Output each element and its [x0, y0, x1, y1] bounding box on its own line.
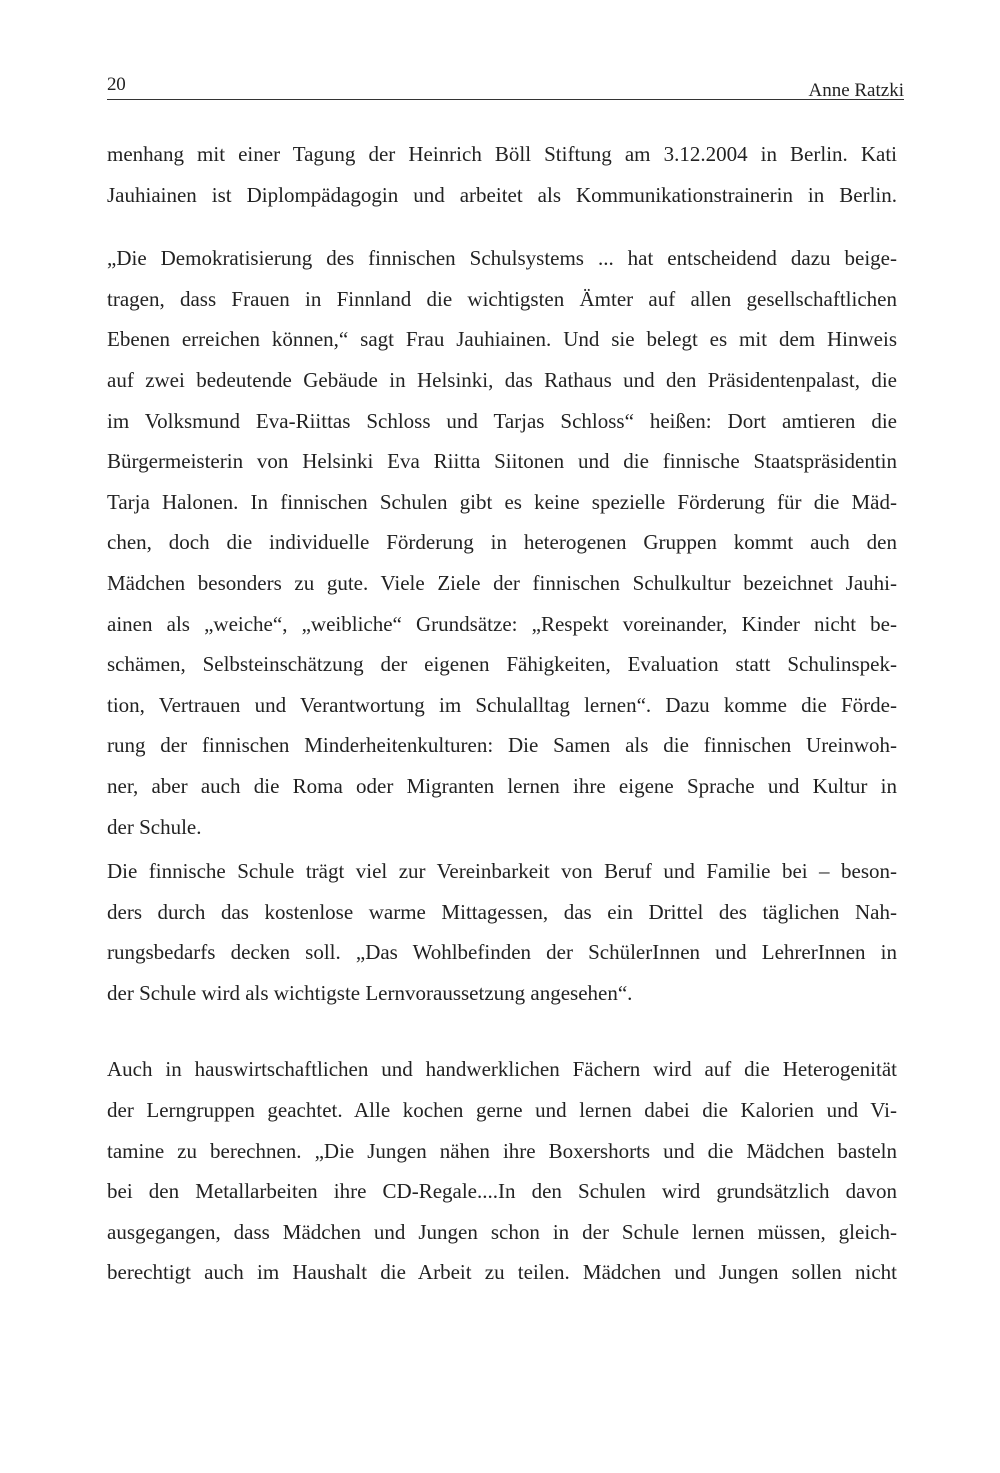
text-line: im Volksmund Eva-Riittas Schloss und Tarjas Schloss“ heißen: Dort amtieren die [107, 408, 897, 433]
text-line: „Die Demokratisierung des finnischen Schulsystems ... hat entscheidend dazu beige- [107, 246, 897, 271]
text-line: der Lerngruppen geachtet. Alle kochen gerne und lernen dabei die Kalorien und Vi- [107, 1098, 897, 1123]
text-line: Bürgermeisterin von Helsinki Eva Riitta Siitonen und die finnische Staatspräsidentin [107, 449, 897, 474]
text-line: der Schule. [107, 814, 202, 839]
paragraph-1 [107, 134, 897, 215]
text-line: berechtigt auch im Haushalt die Arbeit zu teilen. Mädchen und Jungen sollen nicht [107, 1260, 897, 1285]
text-line: rungsbedarfs decken soll. „Das Wohlbefinden der SchülerInnen und LehrerInnen in [107, 940, 897, 965]
text-line: tragen, dass Frauen in Finnland die wichtigsten Ämter auf allen gesellschaftlichen [107, 286, 897, 311]
text-line: tion, Vertrauen und Verantwortung im Schulalltag lernen“. Dazu komme die Förde- [107, 692, 897, 717]
text-line: Tarja Halonen. In finnischen Schulen gibt es keine spezielle Förderung für die Mäd- [107, 489, 897, 514]
page-number: 20 [107, 74, 126, 95]
header-rule [107, 99, 904, 100]
page-header [107, 70, 904, 100]
text-line: Mädchen besonders zu gute. Viele Ziele der finnischen Schulkultur bezeichnet Jauhi- [107, 570, 897, 595]
paragraph-3 [107, 851, 897, 1013]
text-line: tamine zu berechnen. „Die Jungen nähen ihre Boxershorts und die Mädchen basteln [107, 1138, 897, 1163]
text-line: Ebenen erreichen können,“ sagt Frau Jauhiainen. Und sie belegt es mit dem Hinweis [107, 327, 897, 352]
text-line: auf zwei bedeutende Gebäude in Helsinki, das Rathaus und den Präsidentenpalast, die [107, 367, 897, 392]
text-line: menhang mit einer Tagung der Heinrich Böll Stiftung am 3.12.2004 in Berlin. Kati [107, 142, 897, 166]
text-line: rung der finnischen Minderheitenkulturen: Die Samen als die finnischen Ureinwoh- [107, 733, 897, 758]
paragraph-spacer [107, 215, 897, 238]
paragraph-2 [107, 238, 897, 847]
text-line: Jauhiainen ist Diplompädagogin und arbeitet als Kommunikationstrainerin in Berlin. [107, 182, 897, 207]
running-head-author: Anne Ratzki [808, 80, 904, 101]
paragraph-4 [107, 1049, 897, 1293]
text-line: Auch in hauswirtschaftlichen und handwerklichen Fächern wird auf die Heterogenität [107, 1057, 897, 1082]
paragraph-spacer [107, 1013, 897, 1049]
text-line: Die finnische Schule trägt viel zur Vereinbarkeit von Beruf und Familie bei – beson- [107, 859, 897, 884]
text-line: ders durch das kostenlose warme Mittagessen, das ein Drittel des täglichen Nah- [107, 899, 897, 924]
text-line: der Schule wird als wichtigste Lernvoraussetzung angesehen“. [107, 980, 633, 1005]
text-line: ainen als „weiche“, „weibliche“ Grundsätze: „Respekt voreinander, Kinder nicht be- [107, 611, 897, 636]
text-line: bei den Metallarbeiten ihre CD-Regale....In den Schulen wird grundsätzlich davon [107, 1179, 897, 1204]
text-line: chen, doch die individuelle Förderung in heterogenen Gruppen kommt auch den [107, 530, 897, 555]
text-line: ner, aber auch die Roma oder Migranten lernen ihre eigene Sprache und Kultur in [107, 773, 897, 798]
text-line: schämen, Selbsteinschätzung der eigenen Fähigkeiten, Evaluation statt Schulinspek- [107, 652, 897, 677]
text-line: ausgegangen, dass Mädchen und Jungen schon in der Schule lernen müssen, gleich- [107, 1219, 897, 1244]
body-text [107, 134, 897, 1293]
